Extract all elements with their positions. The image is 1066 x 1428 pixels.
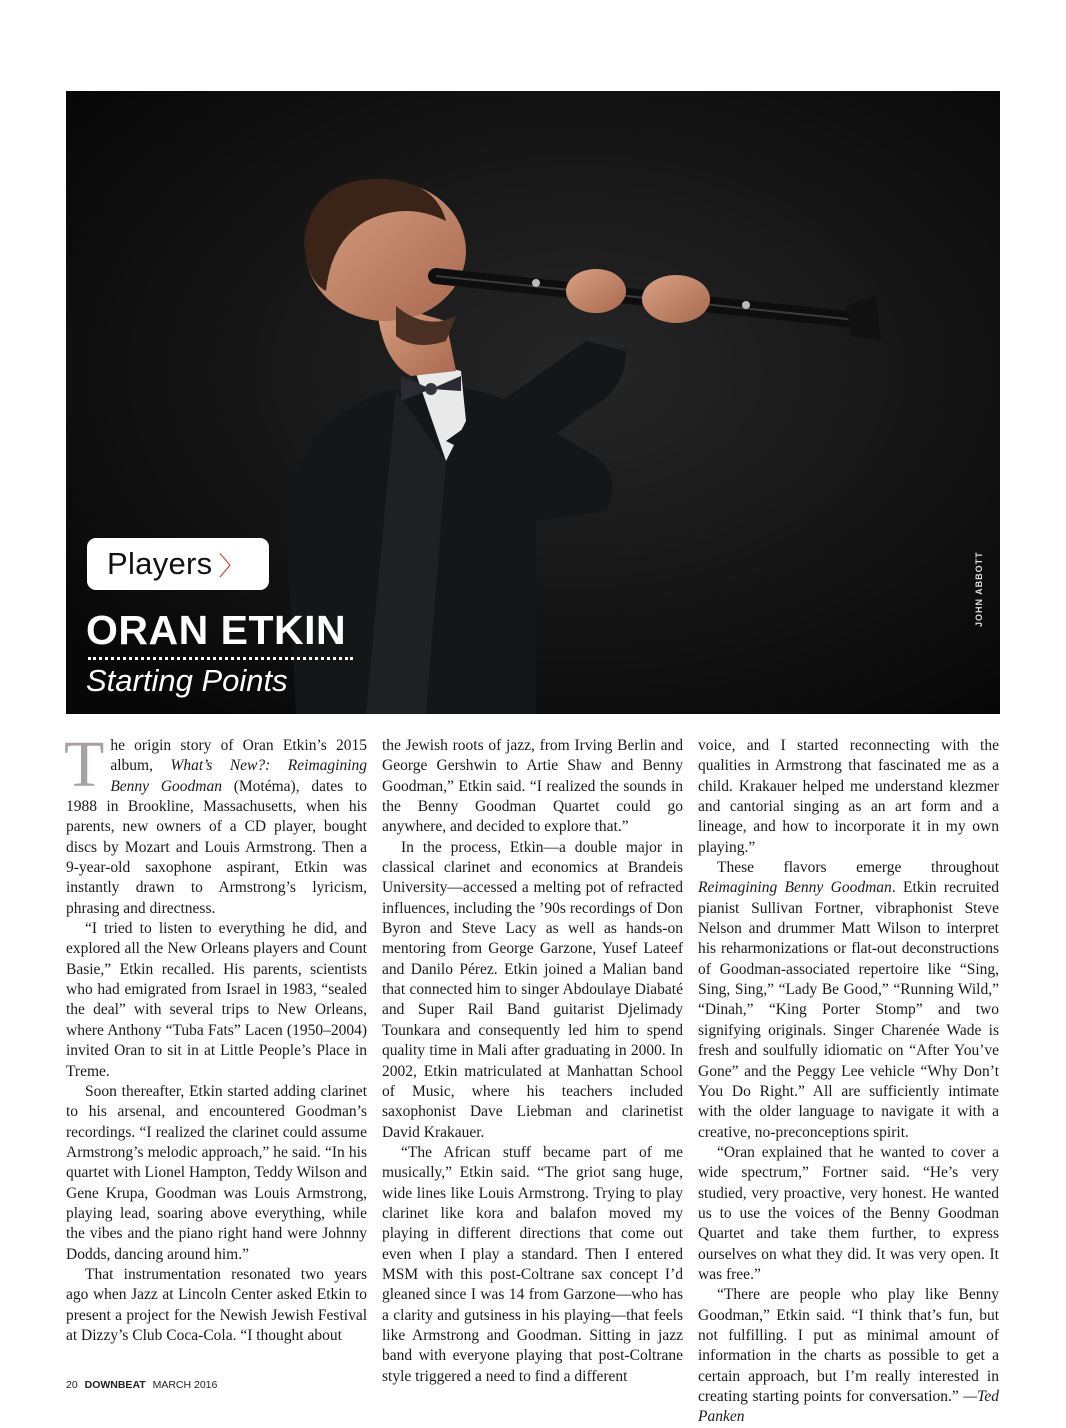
article-paragraph [382, 1143, 683, 1387]
article-paragraph [698, 736, 999, 858]
article-paragraph [66, 1265, 367, 1346]
italic-title: Reimagining Benny Goodman [698, 879, 892, 897]
magazine-name: DOWNBEAT [84, 1379, 146, 1391]
page-number: 20 [66, 1379, 78, 1391]
paragraph-text: “Oran explained that he wanted to cover a wide spectrum,” Fortner said. “He’s very studied, very proactive, very honest. He wanted us to use the voices of the Benny Goodman Quartet and take them further, to express ourselves on what they did. It was very open. It was free.” [698, 1143, 999, 1283]
italic-title: —Ted Panken [698, 1388, 999, 1426]
article-paragraph [66, 1082, 367, 1265]
paragraph-text: Soon thereafter, Etkin started adding clarinet to his arsenal, and encountered Goodman’s recordings. “I realized the clarinet could assume Armstrong’s melodic approach,” he said. “In his quartet with Lionel Hampton, Teddy Wilson and Gene Krupa, Goodman was Louis Armstrong, playing lead, soaring above everything, while the vibes and the piano right hand were Johnny Dodds, dancing around him.” [66, 1082, 367, 1263]
page-footer [66, 1379, 217, 1391]
issue-date: MARCH 2016 [152, 1379, 218, 1391]
column-paragraphs [382, 736, 683, 1387]
article-deck: Starting Points [86, 663, 288, 698]
paragraph-text: he origin story of Oran Etkin’s 2015 album, [110, 737, 367, 775]
drop-cap: T [64, 728, 105, 801]
paragraph-text: That instrumentation resonated two years ago when Jazz at Lincoln Center asked Etkin to present a project for the Newish Jewish Festival at Dizzy’s Club Coca-Cola. “I thought about [66, 1265, 367, 1344]
article-paragraph [382, 838, 683, 1143]
chevron-right-icon: 〉 [218, 550, 245, 581]
paragraph-text: “I tried to listen to everything he did, and explored all the New Orleans players and Count Basie,” Etkin recalled. His parents, scientists who had emigrated from Israel in 1983, “sealed the deal” with several trips to New Orleans, where Anthony “Tuba Fats” Lacen (1950–2004) invited Oran to sit in at Little People’s Place in Treme. [66, 920, 367, 1080]
column-paragraphs [698, 736, 999, 1428]
paragraph-text: . Etkin recruited pianist Sullivan Fortner, vibraphonist Steve Nelson and drummer Matt Wilson to interpret his reharmonizations or flat-out deconstructions of Goodman-associated repertoire like “Sing, Sing, Sing,” “Lady Be Good,” “Running Wild,” “Dinah,” “King Porter Stomp” and two signifying originals. Singer Charenée Wade is fresh and soulfully idiomatic on “After You’ve Gone” and the Peggy Lee vehicle “Why Don’t You Do Right.” All are sufficiently intimate with the older language to navigate it with a creative, no-preconceptions spirit. [698, 879, 1000, 1141]
article-column-1 [64, 728, 367, 1346]
article-paragraph [698, 858, 999, 1143]
paragraph-text: “There are people who play like Benny Goodman,” Etkin said. “I think that’s fun, but not fulfilling. I put as minimal amount of information in the charts as possible to get a certain approach, but I’m really interested in creating starting points for conversation.” [698, 1286, 999, 1405]
article-paragraph [698, 1143, 999, 1285]
article-paragraph [66, 919, 367, 1082]
paragraph-text: the Jewish roots of jazz, from Irving Berlin and George Gershwin to Artie Shaw and Benny Goodman,” Etkin said. “I realized the sounds in the Benny Goodman Quartet could go anywhere, and decided to explore that.” [382, 737, 683, 836]
article-column-2 [382, 736, 683, 1387]
photo-credit: JOHN ABBOTT [974, 551, 984, 627]
paragraph-text: In the process, Etkin—a double major in classical clarinet and economics at Brandeis University—accessed a melting pot of refracted influences, including the ’90s recordings of Don Byron and Steve Lacy as well as hands-on mentoring from George Garzone, Yusef Lateef and Danilo Pérez. Etkin joined a Malian band that connected him to singer Abdoulaye Diabaté and Super Rail Band guitarist Djelimady Tounkara and consequently led him to spend quality time in Mali after graduating in 2000. In 2002, Etkin matriculated at Manhattan School of Music, where his teachers included saxophonist Dave Liebman and clarinetist David Krakauer. [382, 838, 683, 1141]
dotted-divider [88, 657, 353, 660]
italic-title: What’s New?: Reimagining Benny Goodman [110, 757, 367, 795]
hero-photo [66, 91, 1000, 714]
paragraph-text: voice, and I started reconnecting with the qualities in Armstrong that fascinated me as a child. Krakauer helped me understand klezmer and cantorial singing as an art form and a lineage, and how to incorporate it in my own playing.” [698, 737, 999, 856]
article-column-3 [698, 736, 999, 1428]
article-paragraph [382, 736, 683, 838]
paragraph-text: “The African stuff became part of me musically,” Etkin said. “The griot sang huge, wide lines like Louis Armstrong. Trying to play clarinet like kora and balafon moved my playing in different directions that come out even when I play a standard. Then I entered MSM with this post-Coltrane sax concept I’d gleaned since I was 14 from Garzone—who has a clarity and gutsiness in his playing—that feels like Armstrong and Goodman. Sitting in jazz band with everyone playing that post-Coltrane style triggered a need to find a different [382, 1143, 683, 1385]
paragraph-text: (Motéma), dates to 1988 in Brookline, Massachusetts, when his parents, new owners of a CD player, bought discs by Mozart and Louis Armstrong. Then a 9-year-old saxophone aspirant, Etkin was instantly drawn to Armstrong’s lyricism, phrasing and directness. [66, 777, 367, 917]
section-label: Players [107, 546, 213, 581]
article-paragraph [698, 1285, 999, 1427]
paragraph-text: These flavors emerge throughout [717, 859, 999, 877]
section-label-badge [87, 538, 269, 590]
article-headline: ORAN ETKIN [86, 607, 347, 653]
column-paragraphs [64, 728, 367, 1346]
article-paragraph [64, 728, 367, 919]
